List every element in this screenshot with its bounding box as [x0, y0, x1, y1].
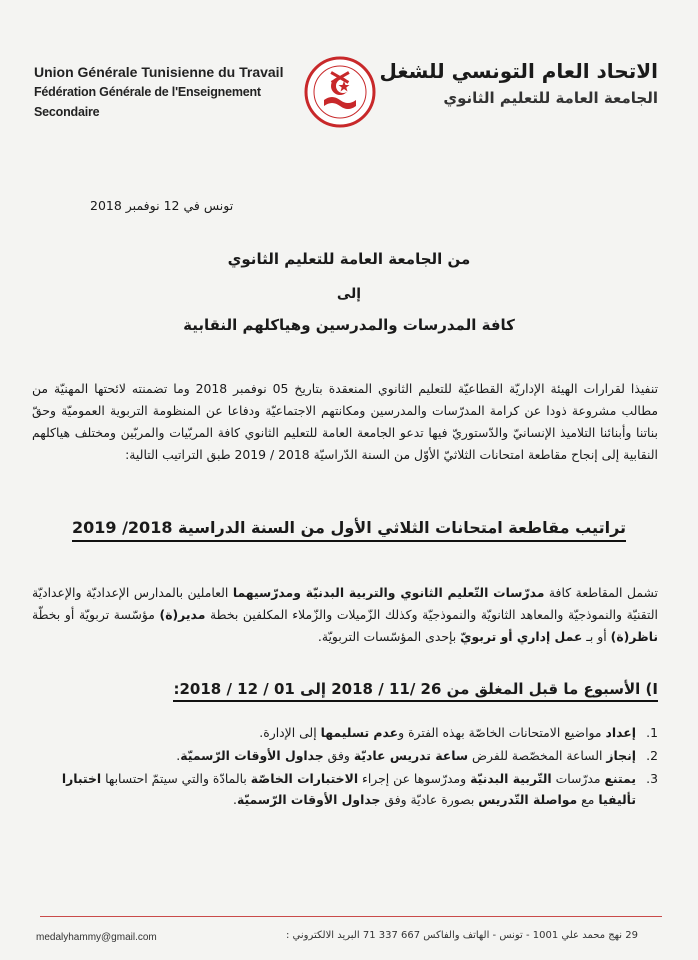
- item-bold: يمتنع: [604, 771, 636, 786]
- section-heading-text: I) الأسبوع ما قبل المغلق من 26 /11 / 2018 إلى 01 / 12 / 2018:: [173, 680, 658, 702]
- scope-bold: ناظر(ة): [610, 629, 658, 644]
- scope-bold: مدرّسات التّعليم الثانوي والتربية البدنيّة ومدرّسيهما: [232, 585, 545, 600]
- item-number: 2.: [646, 748, 658, 763]
- union-name-ar: الاتحاد العام التونسي للشغل: [379, 59, 658, 83]
- item-text: [38, 722, 636, 743]
- item-plain: إلى الإدارة.: [259, 725, 321, 740]
- sender-line: من الجامعة العامة للتعليم الثانوي: [227, 250, 471, 268]
- section-heading: [173, 680, 658, 698]
- item-bold: جداول الأوقات الرّسميّة: [236, 792, 381, 807]
- header-french: [34, 62, 304, 122]
- federation-name-fr: Fédération Générale de l'Enseignement Secondaire: [34, 85, 261, 119]
- item-plain: .: [176, 748, 181, 763]
- union-name-fr: Union Générale Tunisienne du Travail: [34, 64, 284, 80]
- to-word: إلى: [336, 286, 362, 302]
- item-bold: مواصلة التّدريس: [478, 792, 578, 807]
- item-plain: مواضيع الامتحانات الخاصّة بهذه الفترة و: [398, 725, 606, 740]
- footer-email: medalyhammy@gmail.com: [36, 932, 157, 943]
- letter-date: تونس في 12 نوفمبر 2018: [90, 198, 234, 213]
- item-plain: مع: [577, 792, 599, 807]
- item-text: [38, 768, 636, 810]
- ugtt-logo: [304, 56, 376, 128]
- item-number: 1.: [646, 725, 658, 740]
- scope-text: تشمل المقاطعة كافة: [544, 585, 658, 600]
- item-plain: .: [232, 792, 237, 807]
- list-item: [38, 745, 658, 766]
- scope-text: العاملين بالمدارس الإعداديّة والإعداديّة التقنيّة والنموذجيّة والمعاهد الثانويّة والنموذجيّة وكذلك الزّميلات والزّملاء المكلفين بخطة: [32, 585, 658, 622]
- item-plain: بصورة عاديّة وفق: [380, 792, 479, 807]
- scope-text: أو بـ: [582, 629, 611, 644]
- item-bold: إعداد: [605, 725, 636, 740]
- item-bold: ساعة تدريس عاديّة: [353, 748, 469, 763]
- item-bold: الاختبارات الخاصّة: [250, 771, 359, 786]
- item-plain: بالمادّة والتي سيتمّ احتسابها: [101, 771, 251, 786]
- footer-divider: [40, 916, 662, 917]
- recipient-line: كافة المدرسات والمدرسين وهياكلهم النقابية: [183, 316, 515, 334]
- item-bold: عدم تسليمها: [320, 725, 399, 740]
- item-bold: التّربية البدنيّة: [470, 771, 552, 786]
- item-plain: ومدرّسوها عن إجراء: [358, 771, 471, 786]
- item-bold: جداول الأوقات الرّسميّة: [180, 748, 324, 763]
- footer-address: 29 نهج محمد علي 1001 - تونس - الهاتف والفاكس 667 337 71 البريد الالكتروني :: [285, 930, 638, 941]
- title-text: تراتيب مقاطعة امتحانات الثلاثي الأول من السنة الدراسية 2018/ 2019: [72, 518, 626, 542]
- scope-paragraph: [32, 582, 658, 648]
- scope-text: بإحدى المؤسّسات التربويّة.: [317, 629, 461, 644]
- document-title: [0, 518, 698, 537]
- scope-text: مؤسّسة تربويّة أو بخطّة: [32, 607, 160, 622]
- item-text: [38, 745, 636, 766]
- item-plain: مدرّسات: [551, 771, 605, 786]
- item-plain: الساعة المخصّصة للفرض: [468, 748, 607, 763]
- list-item: [38, 722, 658, 743]
- scope-bold: عمل إداري أو تربويّ: [460, 629, 583, 644]
- item-bold: إنجاز: [606, 748, 636, 763]
- list-item: [38, 768, 658, 810]
- item-bold: اختبارا تأليفيا: [61, 771, 636, 807]
- scope-bold: مدير(ة): [159, 607, 206, 622]
- item-plain: وفق: [323, 748, 354, 763]
- measures-list: [38, 722, 658, 810]
- item-number: 3.: [646, 771, 658, 786]
- header-arabic: [368, 56, 658, 110]
- federation-name-ar: الجامعة العامة للتعليم الثانوي: [443, 89, 658, 107]
- intro-paragraph: تنفيذا لقرارات الهيئة الإداريّة القطاعيّة للتعليم الثانوي المنعقدة بتاريخ 05 نوفمبر 2018 وما تضمنته لائحتها المهنيّة من مطالب مشروعة ذودا عن كرامة المدرّسات والمدرسين ومكانتهم الاجتماعيّة ودفاعا عن المنظومة التربوية العموميّة وحقّ بناتنا وأبنائنا التلاميذ الإنسانيّ والدّستوريّ فيها تدعو الجامعة العامة للتعليم الثانوي كافة المربّيات والمربّين ومختلف هياكلهم النقابية إلى إنجاح مقاطعة امتحانات الثلاثيّ الأوّل من السنة الدّراسيّة 2018 / 2019 طبق التراتيب التالية:: [32, 381, 659, 462]
